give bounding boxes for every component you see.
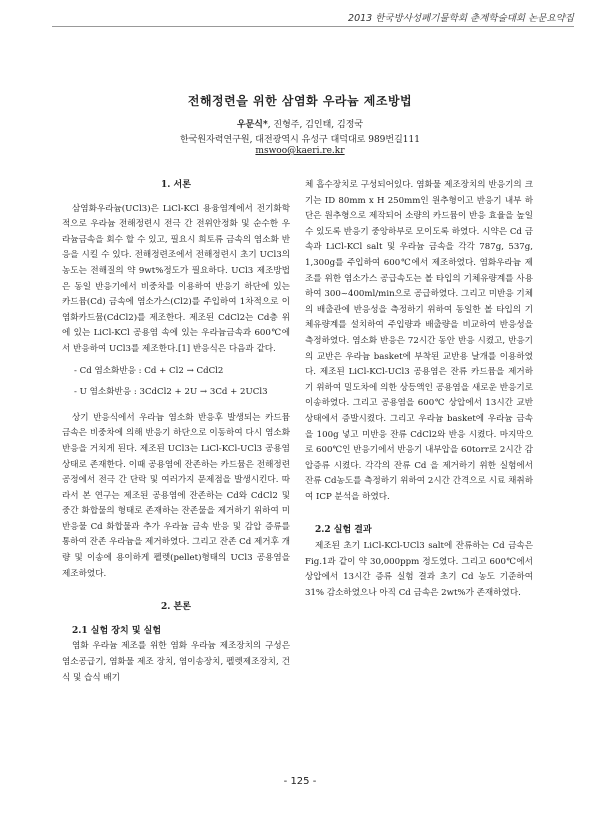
header-rule <box>52 26 574 27</box>
first-author: 우문식* <box>236 120 268 130</box>
section-title-body: 2. 본론 <box>161 602 191 613</box>
paper-title: 전해정련을 위한 삼염화 우라늄 제조방법 <box>187 94 413 108</box>
equation-u-chlorination: - U 염소화반응 : 3CdCl2 + 2U → 3Cd + 2UCl3 <box>74 387 268 398</box>
equation-cd-chlorination: - Cd 염소화반응 : Cd + Cl2 → CdCl2 <box>74 365 224 376</box>
apparatus-paragraph-continued: 체 흡수장치로 구성되어있다. 염화물 제조장치의 반응기의 크기는 ID 80mm x H 250mm인 원추형이고 반응기 내부 하단은 원추형으로 제작되어 소량의 카드뮴이 반응 효율을 높일 수 있도록 반응기 중앙하부로 모이도록 하였다. 시약은 Cd 금속과 LiCl-KCl salt 및 우라늄 금속을 각각 787g, 537g, 1,300g를 주입하여 600℃에서 제조하였다. 염화우라늄 제조를 위한 염소가스 공급속도는 볼 타입의 기체유량계를 사용하여 300~400ml/min으로 공급하였다. 그리고 미반응 기체의 배출관에 반응성을 측정하기 위하여 동일한 볼 타입의 기체유량계를 설치하여 주입량과 배출량을 비교하여 반응성을 측정하였다. 염소화 반응은 72시간 동안 반응 시켰고, 반응기의 교반은 우라늄 basket에 부착된 교반용 날개를 이용하였다. 제조된 LiCl-KCl-UCl3 공용염은 잔류 카드뮴을 제거하기 위하여 밀도차에 의한 상등액인 공용염을 새로운 반응기로 이송하였다. 그리고 공용염을 600℃ 상압에서 13시간 교반상태에서 증발시켰다. 그리고 우라늄 basket에 우라늄 금속을 100g 넣고 미반응 잔류 CdCl2와 반응 시켰다. 마지막으로 600℃인 반응기에서 반응기 내부압을 60torr로 2시간 감압증류 시켰다. 각각의 잔류 Cd 을 제거하기 위한 실험에서 잔류 Cd농도를 측정하기 위하여 2시간 간격으로 시료 채취하여 ICP 분석을 하였다. <box>305 180 533 502</box>
subsection-title-results: 2.2 실험 결과 <box>315 525 372 536</box>
section-title-intro: 1. 서론 <box>161 180 191 190</box>
results-paragraph: 제조된 초기 LiCl-KCl-UCl3 salt에 잔류하는 Cd 금속은 Fig.1과 같이 약 30,000ppm 정도였다. 그리고 600℃에서 상압에서 13시간 증류 실험 결과 초기 Cd 농도 기준하여 31% 감소하였으나 아직 Cd 금속은 2wt%가 존재하였다. <box>305 541 533 598</box>
author-email[interactable]: mswoo@kaeri.re.kr <box>255 146 345 156</box>
right-column <box>305 178 533 601</box>
page-number: - 125 - <box>283 776 317 787</box>
affiliation: 한국원자력연구원, 대전광역시 유성구 대덕대로 989번길111 <box>180 135 420 145</box>
intro-paragraph-2: 상기 반응식에서 우라늄 염소화 반응후 발생되는 카드뮴 금속은 비중차에 의해 반응기 하단으로 이동하여 다시 염소화반응을 거치게 된다. 제조된 UCl3는 LiCl-KCl-UCl3 공용염 상태로 존재한다. 이때 공용염에 잔존하는 카드뮴은 전해정련 공정에서 전극 간 단락 및 여러가지 문제점을 발생시킨다. 따라서 본 연구는 제조된 공용염에 잔존하는 Cd와 CdCl2 및 중간 화합물의 형태로 존재하는 잔존물을 제거하기 위하여 미 반응물 Cd 화합물과 추가 우라늄 금속 반응 및 감압 증류를 통하여 잔존 우라늄을 제거하였다. 그리고 잔존 Cd 제거후 개량 및 이송에 용이하게 펠렛(pellet)형태의 UCl3 공용염을 제조하였다. <box>62 412 290 579</box>
author-line <box>0 118 600 132</box>
co-authors: , 진형주, 김인태, 김정국 <box>267 120 364 130</box>
apparatus-paragraph-start: 염화 우라늄 제조를 위한 염화 우라늄 제조장치의 구성은 염소공급기, 염화물 제조 장치, 염이송장치, 펠렛제조장치, 건식 및 습식 배기 <box>62 641 290 683</box>
subsection-title-apparatus: 2.1 실험 장치 및 실험 <box>72 625 162 636</box>
running-header: 2013 한국방사성폐기물학회 춘계학술대회 논문요약집 <box>348 13 574 24</box>
left-column <box>62 178 290 686</box>
intro-paragraph-1: 삼염화우라늄(UCl3)은 LiCl-KCl 용융염계에서 전기화학적으로 우라늄 전해정련시 전극 간 전위안정화 및 순수한 우라늄금속을 회수 할 수 있고, 필요시 희토류 금속의 염소화 반응을 시킬 수 있다. 전해정련조에서 전해정련시 초기 UCl3의 농도는 전해질의 약 9wt%정도가 필요하다. UCl3 제조방법은 동일 반응기에서 비중차를 이용하여 반응기 하단에 있는 카드뮴(Cd) 금속에 염소가스(Cl2)를 주입하여 1차적으로 이염화카드뮴(CdCl2)를 제조한다. 제조된 CdCl2는 Cd층 위에 있는 LiCl-KCl 공용염 속에 있는 우라늄금속과 600℃에서 반응하여 UCl3를 제조한다.[1] 반응식은 다음과 같다. <box>62 203 290 354</box>
